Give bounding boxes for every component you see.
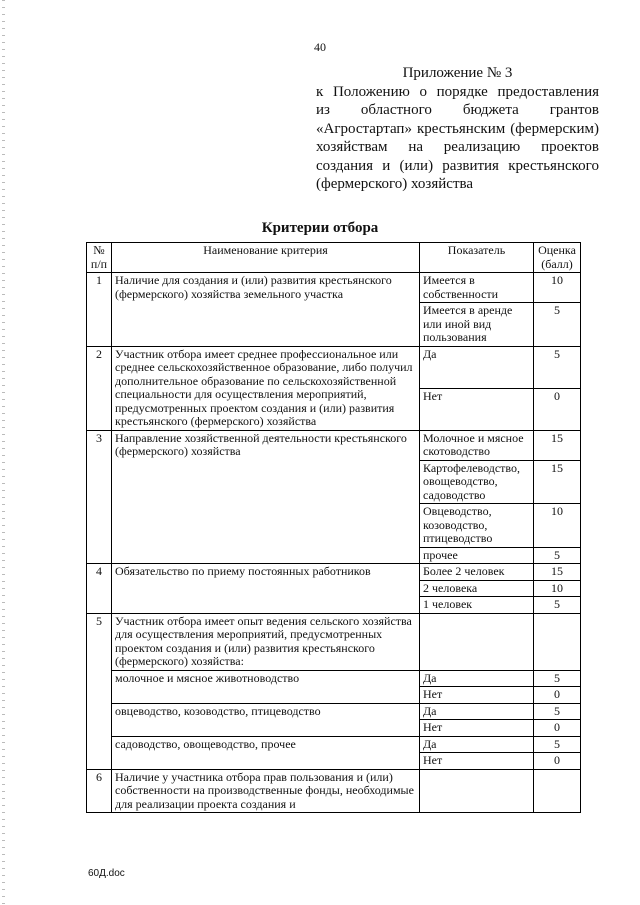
table-row [87, 703, 581, 720]
header-num: № п/п [87, 243, 112, 273]
subcriterion-cell: овцеводство, козоводство, птицеводство [112, 703, 420, 736]
row-number: 4 [87, 564, 112, 614]
criterion-cell: Наличие у участника отбора прав пользования и (или) собственности на производственные фонды, необходимые для реализации проекта создания и [112, 769, 420, 813]
indicator-cell: 1 человек [420, 597, 534, 614]
indicator-cell: Нет [420, 388, 534, 430]
appendix-word: и [382, 157, 391, 174]
appendix-word: (фермерского) хозяйства [316, 176, 474, 192]
appendix-header [316, 64, 599, 194]
table-title: Критерии отбора [261, 220, 379, 236]
indicator-cell: Да [420, 736, 534, 753]
score-cell: 5 [534, 703, 581, 720]
score-cell: 0 [534, 687, 581, 704]
row-number: 5 [87, 613, 112, 769]
criterion-cell: Участник отбора имеет среднее профессиональное или среднее сельскохозяйственное образование, либо получил дополнительное образование по сельскохозяйственной специальности для осуществления мероприятий, предусмотренных проектом создания и (или) развития крестьянского (фермерского) хозяйства [112, 346, 420, 430]
indicator-cell: Более 2 человек [420, 564, 534, 581]
appendix-word: предоставления [497, 83, 599, 100]
appendix-word: из [316, 102, 330, 118]
score-cell: 5 [534, 547, 581, 564]
indicator-cell: Да [420, 703, 534, 720]
appendix-word: развития [442, 157, 499, 174]
appendix-word: (или) [399, 157, 434, 174]
indicator-cell: Имеется в собственности [420, 273, 534, 303]
row-number: 2 [87, 346, 112, 430]
row-number: 6 [87, 769, 112, 813]
score-cell: 15 [534, 460, 581, 504]
appendix-word: порядке [436, 83, 488, 100]
score-cell: 0 [534, 720, 581, 737]
indicator-cell: Имеется в аренде или иной вид пользования [420, 303, 534, 347]
subcriterion-cell: молочное и мясное животноводство [112, 670, 420, 703]
score-cell: 5 [534, 346, 581, 388]
page-number: 40 [314, 40, 326, 54]
header-score: Оценка (балл) [534, 243, 581, 273]
appendix-line [316, 101, 599, 120]
indicator-cell: Да [420, 346, 534, 388]
table-row [87, 273, 581, 303]
appendix-word: областного [360, 102, 432, 118]
appendix-word: о [419, 83, 427, 100]
table-row [87, 346, 581, 388]
indicator-cell [420, 769, 534, 813]
appendix-word: «Агростартап» [316, 120, 412, 137]
criterion-cell: Участник отбора имеет опыт ведения сельского хозяйства для осуществления мероприятий, предусмотренных проектом создания и (или) развития крестьянского (фермерского) хозяйства: [112, 613, 420, 670]
table-row [87, 670, 581, 687]
row-number: 1 [87, 273, 112, 347]
indicator-cell [420, 613, 534, 670]
score-cell: 10 [534, 504, 581, 548]
indicator-cell: Да [420, 670, 534, 687]
table-row [87, 613, 581, 670]
indicator-cell: прочее [420, 547, 534, 564]
indicator-cell: Картофелеводство, овощеводство, садоводство [420, 460, 534, 504]
appendix-word: крестьянского [508, 157, 599, 174]
indicator-cell: Нет [420, 753, 534, 770]
header-indicator: Показатель [420, 243, 534, 273]
score-cell: 15 [534, 564, 581, 581]
row-number: 3 [87, 430, 112, 564]
appendix-line [316, 157, 599, 176]
score-cell: 15 [534, 430, 581, 460]
score-cell: 5 [534, 670, 581, 687]
table-row [87, 564, 581, 581]
appendix-line [316, 83, 599, 102]
criteria-table [86, 242, 581, 813]
indicator-cell: Нет [420, 687, 534, 704]
score-cell: 5 [534, 303, 581, 347]
score-cell: 0 [534, 753, 581, 770]
criterion-cell: Наличие для создания и (или) развития крестьянского (фермерского) хозяйства земельного участка [112, 273, 420, 347]
header-criterion: Наименование критерия [112, 243, 420, 273]
file-name: 60Д.doc [88, 868, 125, 879]
appendix-word: на [408, 139, 423, 155]
criterion-cell: Обязательство по приему постоянных работников [112, 564, 420, 614]
table-row [87, 769, 581, 813]
appendix-word: (фермерским) [510, 120, 599, 137]
indicator-cell: Нет [420, 720, 534, 737]
scan-edge-marks [2, 0, 5, 905]
appendix-word: реализацию [443, 139, 521, 155]
score-cell: 5 [534, 736, 581, 753]
appendix-word: бюджета [462, 102, 519, 118]
score-cell [534, 613, 581, 670]
indicator-cell: Овцеводство, козоводство, птицеводство [420, 504, 534, 548]
score-cell [534, 769, 581, 813]
appendix-word: к [316, 83, 324, 100]
indicator-cell: 2 человека [420, 580, 534, 597]
table-row [87, 736, 581, 753]
appendix-word: крестьянским [416, 120, 506, 137]
subcriterion-cell: садоводство, овощеводство, прочее [112, 736, 420, 769]
appendix-line [316, 120, 599, 139]
criterion-cell: Направление хозяйственной деятельности крестьянского (фермерского) хозяйства [112, 430, 420, 564]
appendix-word: создания [316, 157, 374, 174]
score-cell: 10 [534, 580, 581, 597]
score-cell: 10 [534, 273, 581, 303]
appendix-word: проектов [541, 139, 599, 155]
appendix-word: хозяйствам [316, 139, 388, 155]
appendix-heading: Приложение № 3 [402, 65, 513, 81]
indicator-cell: Молочное и мясное скотоводство [420, 430, 534, 460]
appendix-word: Положению [332, 83, 410, 100]
score-cell: 0 [534, 388, 581, 430]
appendix-line [316, 175, 599, 194]
table-header-row [87, 243, 581, 273]
appendix-line [316, 138, 599, 157]
score-cell: 5 [534, 597, 581, 614]
table-row [87, 430, 581, 460]
appendix-word: грантов [549, 102, 599, 118]
